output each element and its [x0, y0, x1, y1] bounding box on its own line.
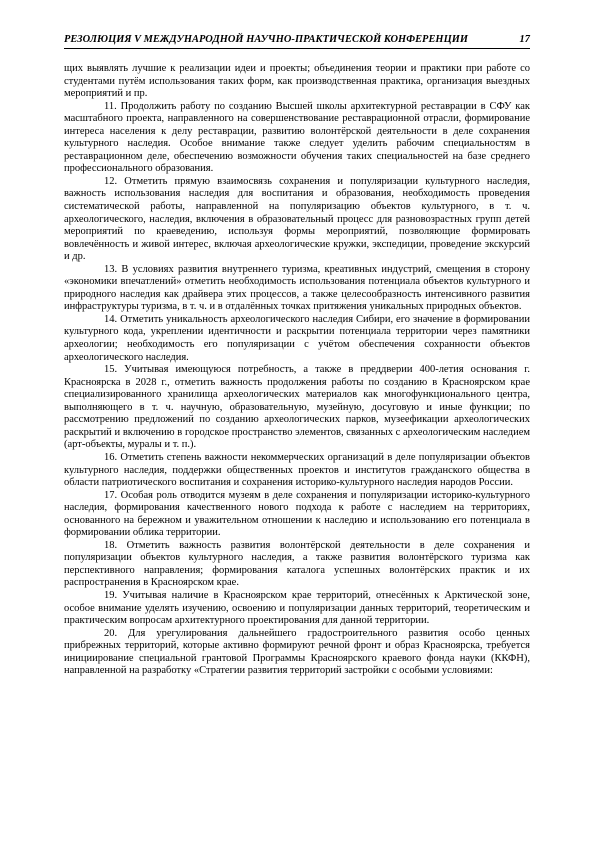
- paragraph-item-11: 11. Продолжить работу по созданию Высшей школы архитектурной реставрации в СФУ как масштабного проекта, направленного на совершенствование реставрационной отрасли, формирование интереса населения к делу реставрации, развитию волонтёрской деятельности в деле сохранения культурного наследия. Особое внимание также следует уделить рабочим специальностям в реставрационном деле, обеспечению возможности обучения таких специальностей на базе среднего профессионального образования.: [64, 100, 530, 175]
- paragraph-item-20: 20. Для урегулирования дальнейшего градостроительного развития особо ценных прибрежных территорий, которые активно формируют речной фронт и образ Красноярска, требуется инициирование специальной грантовой Программы Красноярского краевого фонда науки (ККФН), направленной на разработку «Стратегии развития территорий застройки с особыми условиями:: [64, 627, 530, 677]
- paragraph-item-16: 16. Отметить степень важности некоммерческих организаций в деле популяризации объектов культурного наследия, поддержки общественных проектов и институтов гражданского общества в области патриотического воспитания и сохранения историко-культурного наследия народов России.: [64, 451, 530, 489]
- header-title: РЕЗОЛЮЦИЯ V МЕЖДУНАРОДНОЙ НАУЧНО-ПРАКТИЧЕСКОЙ КОНФЕРЕНЦИИ: [64, 34, 468, 45]
- paragraph-item-19: 19. Учитывая наличие в Красноярском крае территорий, отнесённых к Арктической зоне, особое внимание уделять изучению, освоению и популяризации данных территорий, теоретическим и практическим вопросам архитектурного проектирования для данной территории.: [64, 589, 530, 627]
- paragraph-item-17: 17. Особая роль отводится музеям в деле сохранения и популяризации историко-культурного наследия, формирования качественного нового подхода к работе с наследием на территориях, основанного на бережном и уважительном отношении к наследию и использованию его потенциала в формировании облика территории.: [64, 489, 530, 539]
- paragraph-item-14: 14. Отметить уникальность археологического наследия Сибири, его значение в формировании культурного кода, укреплении идентичности и раскрытии потенциала территории через памятники археологии; необходимость его популяризации с учётом обеспечения сохранности объектов археологического наследия.: [64, 313, 530, 363]
- paragraph-item-13: 13. В условиях развития внутреннего туризма, креативных индустрий, смещения в сторону «экономики впечатлений» отметить необходимость использования потенциала объектов культурного и природного наследия как драйвера этих процессов, а также целесообразность интенсивного развития инфраструктуры туризма, в т. ч. и в отдалённых точках притяжения уникальных природных объектов.: [64, 263, 530, 313]
- page-number: 17: [519, 34, 530, 45]
- paragraph-continuation: щих выявлять лучшие к реализации идеи и проекты; объединения теории и практики при работе со студентами путём использования таких форм, как производственная практика, организация выездных мероприятий и пр.: [64, 63, 530, 100]
- running-header: [64, 34, 530, 49]
- paragraph-item-18: 18. Отметить важность развития волонтёрской деятельности в деле сохранения и популяризации объектов культурного наследия, а также развития волонтёрского туризма как перспективного направления; формирования каталога успешных волонтёрских практик и их распространения в Красноярском крае.: [64, 539, 530, 589]
- paragraph-item-12: 12. Отметить прямую взаимосвязь сохранения и популяризации культурного наследия, важность использования наследия для воспитания и образования, необходимость проведения систематической работы, направленной на популяризацию объектов культурного, в т. ч. археологического, наследия, включения в образовательный процесс для разновозрастных групп детей мероприятий по краеведению, используя формы мероприятий, позволяющие формировать вовлечённость и живой интерес, включая археологические кружки, экспедиции, проведение экскурсий и др.: [64, 175, 530, 263]
- paragraph-item-15: 15. Учитывая имеющуюся потребность, а также в преддверии 400-летия основания г. Красноярска в 2028 г., отметить важность продолжения работы по созданию в Красноярском крае специализированного хранилища археологических материалов как многофункционального центра, выполняющего в т. ч. научную, образовательную, музейную, досуговую и иные функции; по рассмотрению предложений по созданию археологических парков, музеефикации археологических раскрытий и включению в городское пространство элементов, связанных с археологическим наследием (арт-объекты, муралы и т. п.).: [64, 364, 530, 451]
- body-text: [64, 63, 530, 678]
